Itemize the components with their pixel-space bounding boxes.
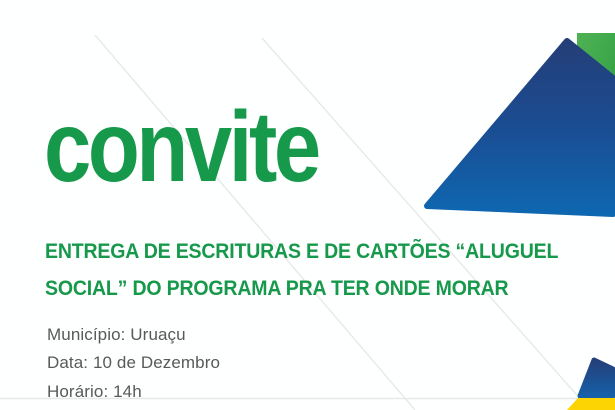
invite-title: convite — [44, 91, 318, 203]
event-details — [47, 321, 220, 406]
brand-bottom-blue-shape — [580, 360, 613, 396]
event-headline-line-1: ENTREGA DE ESCRITURAS E DE CARTÕES “ALUGUEL — [45, 240, 559, 263]
brand-corner-blue-shape — [427, 41, 613, 214]
event-headline-line-2: SOCIAL” DO PROGRAMA PRA TER ONDE MORAR — [45, 277, 509, 300]
detail-line-data: Data: 10 de Dezembro — [47, 353, 221, 373]
brand-bottom-yellow-shape — [567, 398, 615, 410]
detail-line-municipio: Município: Uruaçu — [47, 325, 186, 344]
detail-line-horario: Horário: 14h — [47, 381, 142, 401]
event-headline — [45, 233, 558, 307]
